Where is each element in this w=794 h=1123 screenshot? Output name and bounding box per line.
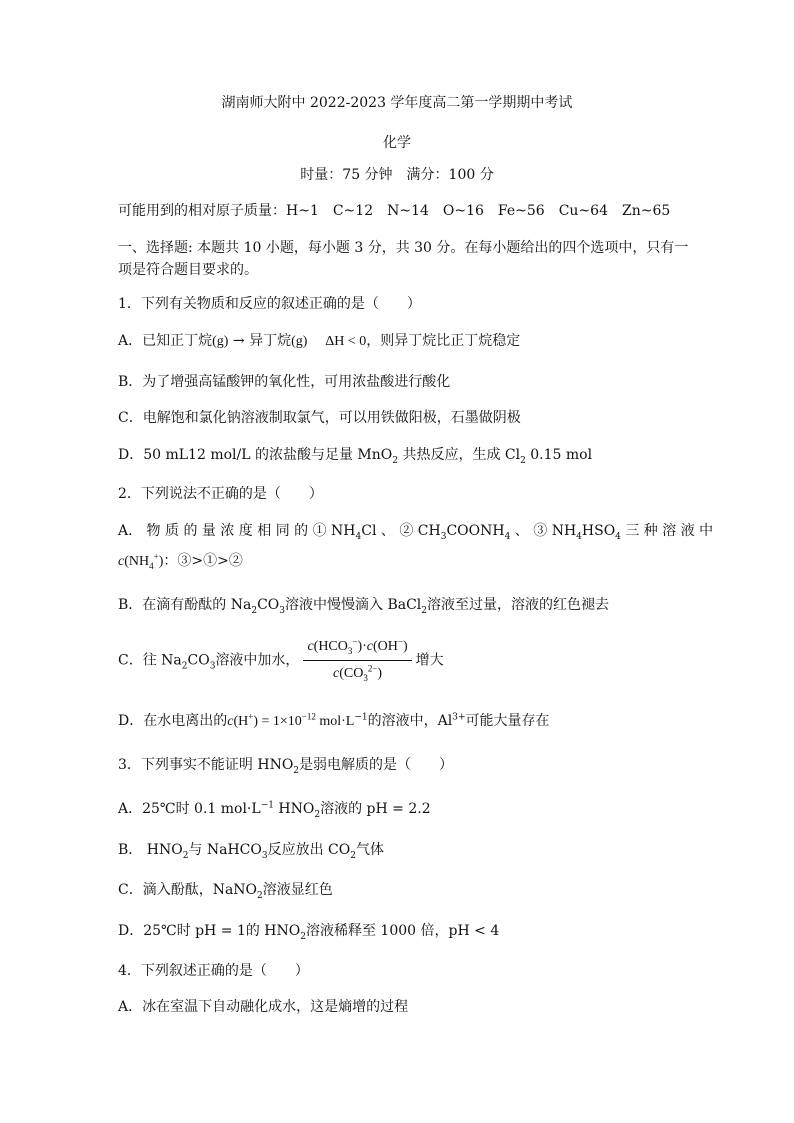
section-heading-line1: 一、选择题: 本题共 10 小题，每小题 3 分，共 30 分。在每小题给出的四个选项中，只有一: [118, 240, 689, 256]
q1-option-d: D．50 mL12 mol/L 的浓盐酸与足量 MnO$_2$ 共热反应，生成 $Cl_2$ 0.15 mol: [118, 447, 593, 466]
q4-option-a: A．冰在室温下自动融化成水，这是熵增的过程: [118, 999, 409, 1015]
q3-option-b: B． $HNO_2$与 NaHCO$_3$反应放出 $CO_2$气体: [118, 842, 384, 861]
q2-option-a-line2: $c(NH_4^+)$：③>①>②: [118, 551, 243, 571]
q1-option-a: A．已知正丁烷(g) → 异丁烷(g) ΔH < 0，则异丁烷比正丁烷稳定: [118, 333, 521, 349]
q1-option-b: B．为了增强高锰酸钾的氧化性，可用浓盐酸进行酸化: [118, 374, 451, 390]
atomic-masses: 可能用到的相对原子质量：H~1 C~12 N~14 O~16 Fe~56 Cu~64 Zn~65: [118, 203, 671, 219]
q3-stem: 3．下列事实不能证明 $HNO_2$是弱电解质的是（ ）: [118, 757, 454, 776]
exam-title: 湖南师大附中 2022-2023 学年度高二第一学期期中考试: [221, 95, 573, 111]
q1-stem: 1．下列有关物质和反应的叙述正确的是（ ）: [118, 296, 421, 312]
q2-option-b: B．在滴有酚酞的 $Na_2CO_3$溶液中慢慢滴入 BaCl$_2$溶液至过量，溶液的红色褪去: [118, 597, 610, 616]
q3-option-c: C．滴入酚酞，NaNO$_2$溶液显红色: [118, 882, 333, 901]
q3-option-d: D．25℃时 pH = 1的 $HNO_2$溶液稀释至 1000 倍，pH < 4: [118, 923, 500, 942]
q2-stem: 2．下列说法不正确的是（ ）: [118, 486, 323, 502]
q2-option-d: D．在水电离出的$c(H^+) = 1\times 10^{-12}$ $mol\cdot L^{-1}$的溶液中，$Al^{3+}$可能大量存在: [118, 711, 550, 729]
q4-stem: 4．下列叙述正确的是（ ）: [118, 963, 309, 979]
q1-option-c: C．电解饱和氯化钠溶液制取氯气，可以用铁做阳极，石墨做阴极: [118, 410, 521, 426]
q2-option-a-line1: A． 物 质 的 量 浓 度 相 同 的 ① $NH_4Cl$ 、 ② $CH_3COONH_4$ 、 ③ $NH_4HSO_4$ 三 种 溶 液 中: [118, 523, 714, 542]
ratio-fraction: $\frac{c(HCO_3^-)\cdot c(OH^-)}{c(CO_3^{2-})}$: [303, 636, 411, 685]
time-info: 时量：75 分钟 满分：100 分: [300, 167, 494, 183]
subject-title: 化学: [383, 135, 411, 151]
q2-option-c: C．往 $Na_2CO_3$溶液中加水， $\frac{c(HCO_3^-)\cdot c(OH^-)}{c(CO_3^{2-})}$ 增大: [118, 636, 444, 685]
q3-option-a: A．25℃时 0.1 $mol\cdot L^{-1}$ $HNO_2$溶液的 pH = 2.2: [118, 800, 431, 820]
section-heading-line2: 项是符合题目要求的。: [118, 262, 258, 278]
